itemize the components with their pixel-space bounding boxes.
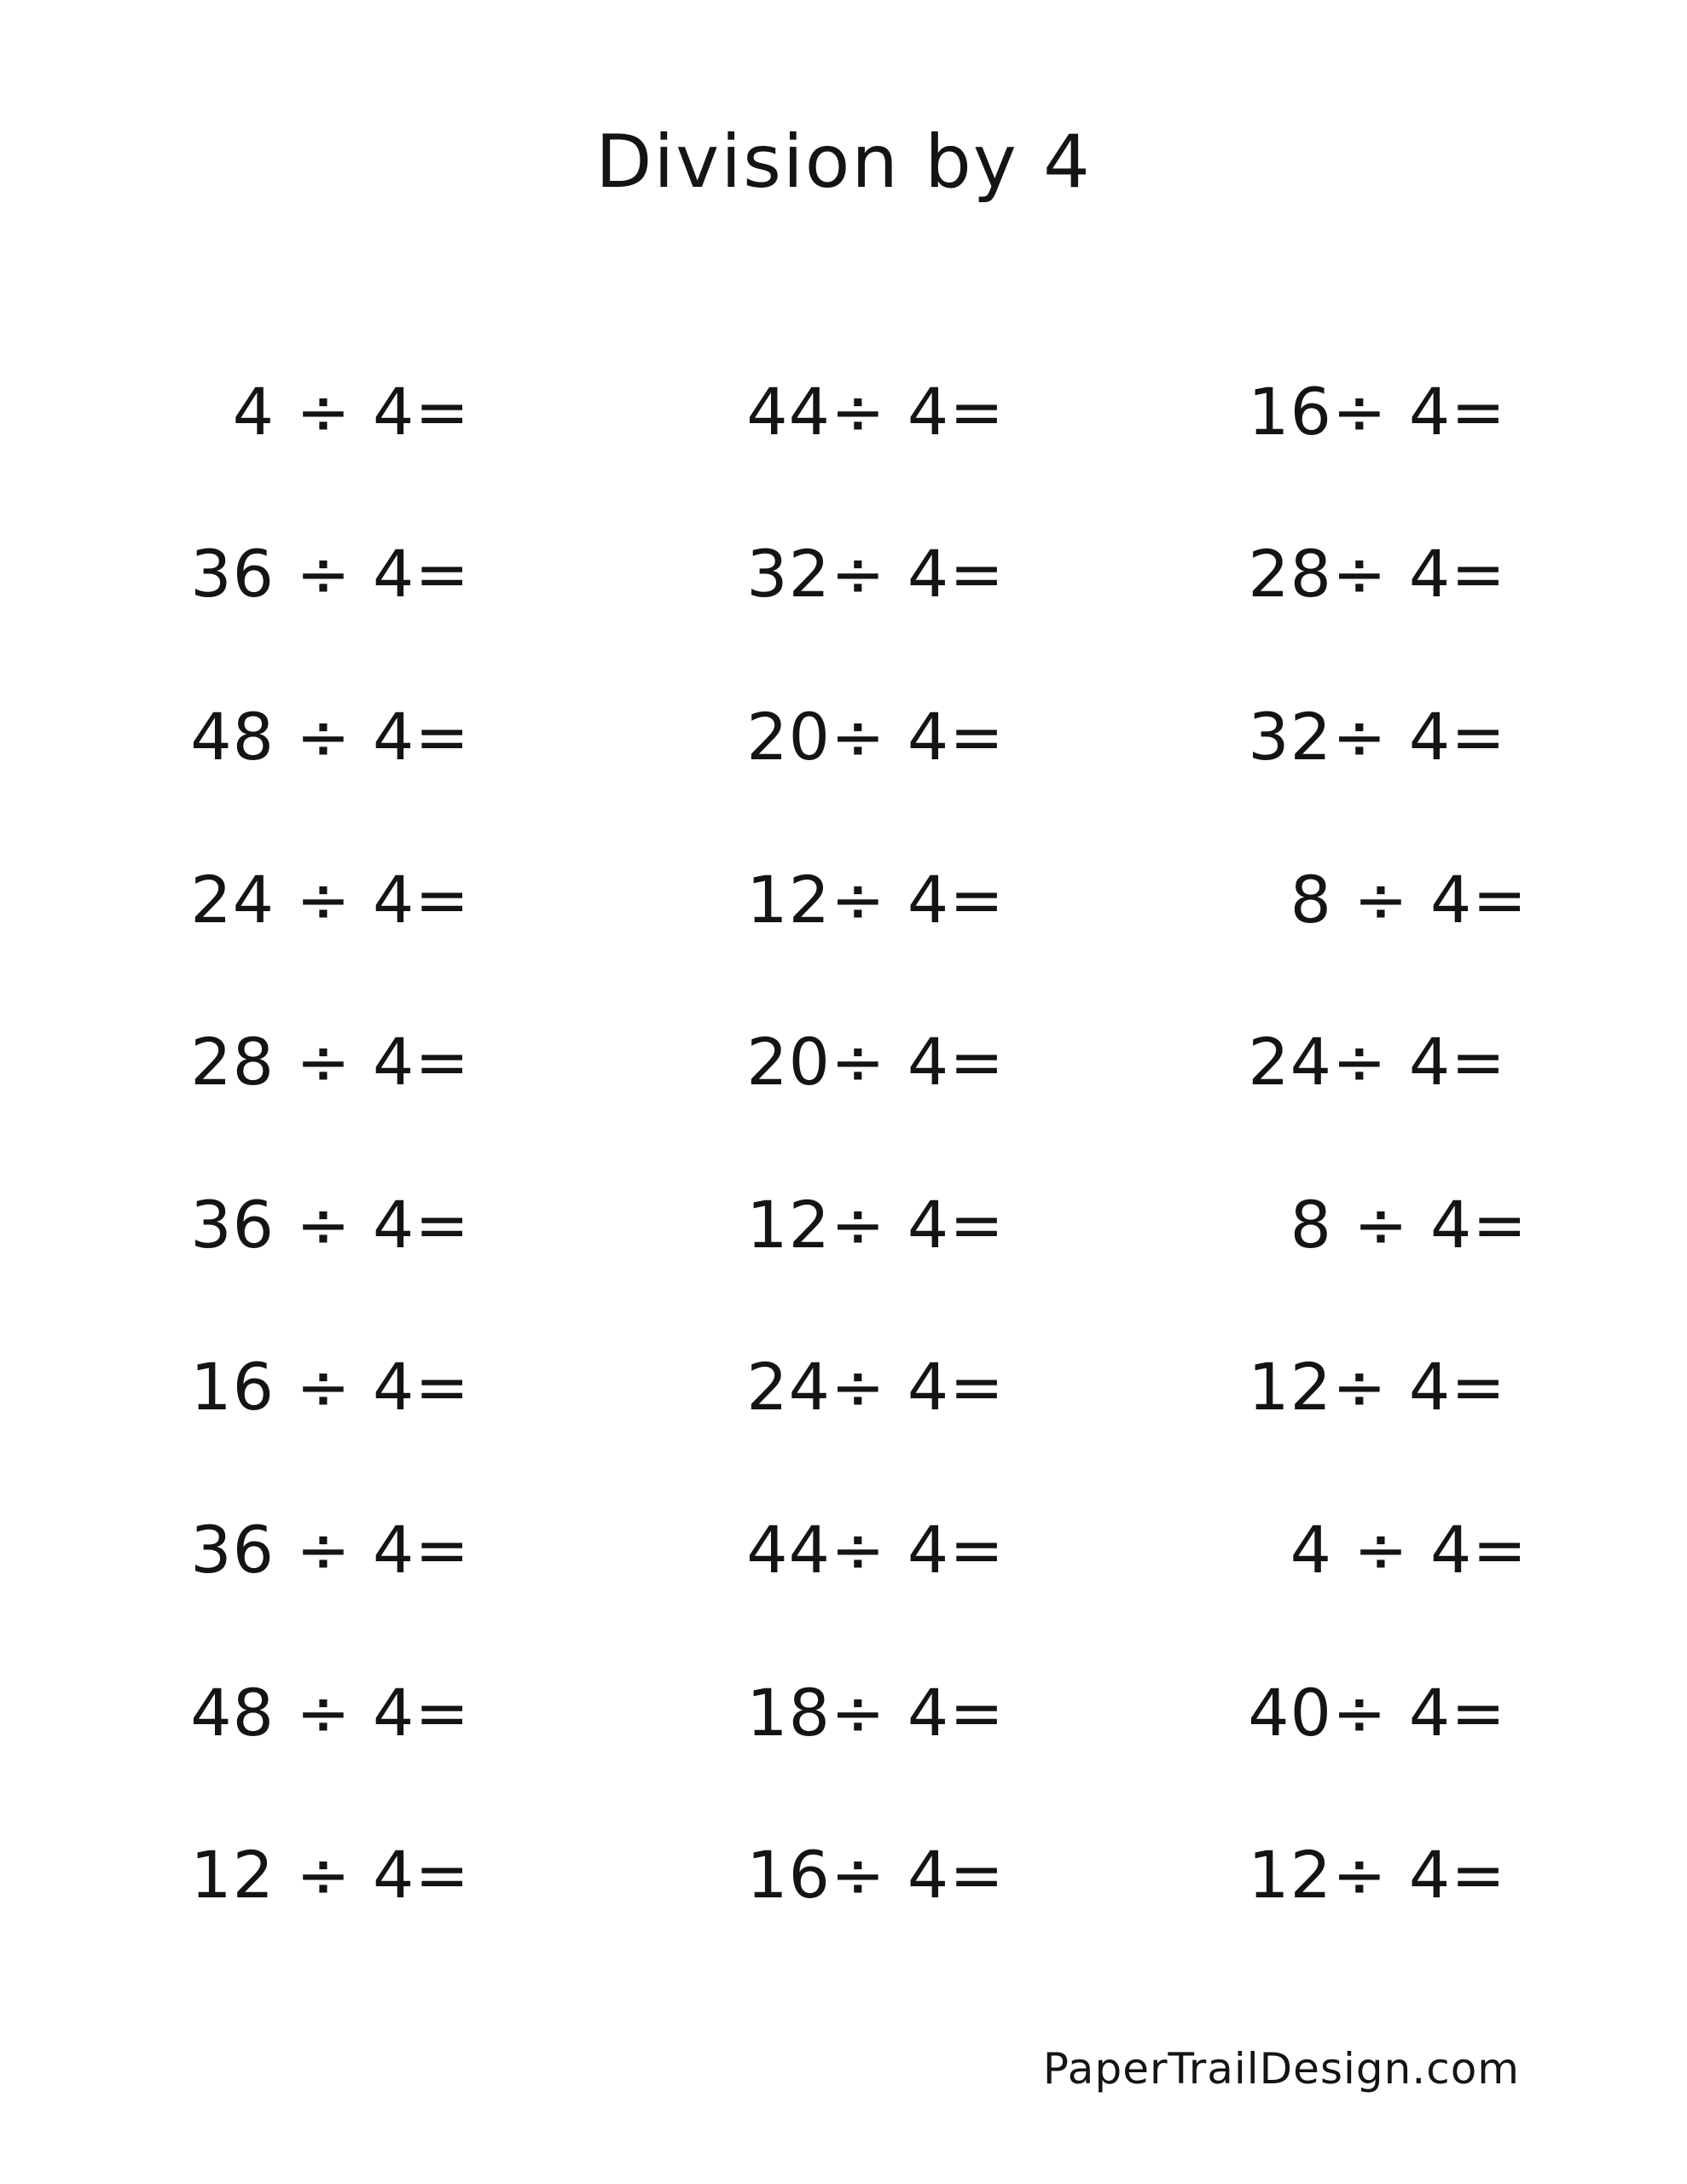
problem-rest: ÷ 4= [1332, 698, 1506, 775]
problem-rest: ÷ 4= [831, 373, 1005, 450]
problem-rest: ÷ 4= [1332, 1674, 1506, 1751]
dividend: 12 [1248, 1349, 1332, 1426]
problem-rest: ÷ 4= [831, 1024, 1005, 1101]
problem-rest: ÷ 4= [1332, 1024, 1506, 1101]
problem-rest: ÷ 4= [831, 1674, 1005, 1751]
problem-rest: ÷ 4= [275, 1674, 471, 1751]
division-problem [1247, 1024, 1687, 1100]
problem-rest: ÷ 4= [1332, 1186, 1528, 1263]
dividend: 20 [746, 698, 831, 775]
division-problem [189, 1675, 745, 1751]
dividend: 12 [1248, 1837, 1332, 1914]
problem-rest: ÷ 4= [275, 1024, 471, 1101]
division-problem [189, 862, 745, 938]
problem-rest: ÷ 4= [831, 1349, 1005, 1426]
division-problem [745, 1187, 1247, 1263]
dividend: 20 [746, 1024, 831, 1101]
problem-rest: ÷ 4= [275, 861, 471, 938]
division-problem [1247, 699, 1687, 775]
division-problem [1247, 1675, 1687, 1751]
site-credit: PaperTrailDesign.com [1042, 2044, 1520, 2094]
division-problem [745, 1675, 1247, 1751]
page-title: Division by 4 [595, 119, 1092, 205]
division-problem [1247, 1349, 1687, 1425]
dividend: 48 [190, 698, 275, 775]
dividend: 12 [190, 1837, 275, 1914]
problem-rest: ÷ 4= [831, 698, 1005, 775]
dividend: 12 [746, 1186, 831, 1263]
dividend: 24 [190, 861, 275, 938]
division-problem [745, 699, 1247, 775]
dividend: 8 [1290, 1186, 1332, 1263]
division-problem [745, 1024, 1247, 1100]
dividend: 40 [1248, 1674, 1332, 1751]
problem-rest: ÷ 4= [275, 1511, 471, 1588]
problem-rest: ÷ 4= [275, 698, 471, 775]
dividend: 28 [1248, 536, 1332, 613]
dividend: 36 [190, 536, 275, 613]
division-problem [189, 699, 745, 775]
division-problem [189, 1187, 745, 1263]
problems-grid [0, 330, 1687, 1956]
dividend: 32 [1248, 698, 1332, 775]
division-problem [745, 374, 1247, 450]
division-problem [745, 1349, 1247, 1425]
dividend: 4 [232, 373, 275, 450]
problem-rest: ÷ 4= [831, 1186, 1005, 1263]
problem-rest: ÷ 4= [831, 861, 1005, 938]
division-problem [745, 862, 1247, 938]
division-problem [189, 1349, 745, 1425]
problem-rest: ÷ 4= [275, 1837, 471, 1914]
problem-rest: ÷ 4= [1332, 536, 1506, 613]
dividend: 16 [190, 1349, 275, 1426]
division-problem [1247, 1187, 1687, 1263]
dividend: 12 [746, 861, 831, 938]
dividend: 28 [190, 1024, 275, 1101]
division-problem [189, 374, 745, 450]
division-problem [189, 1512, 745, 1588]
problem-rest: ÷ 4= [275, 1349, 471, 1426]
problem-rest: ÷ 4= [1332, 861, 1528, 938]
division-problem [1247, 536, 1687, 612]
dividend: 24 [1248, 1024, 1332, 1101]
division-problem [189, 1024, 745, 1100]
dividend: 24 [746, 1349, 831, 1426]
division-problem [745, 1837, 1247, 1913]
problem-rest: ÷ 4= [831, 1837, 1005, 1914]
problem-rest: ÷ 4= [275, 373, 471, 450]
division-problem [1247, 1512, 1687, 1588]
division-problem [189, 1837, 745, 1913]
problem-rest: ÷ 4= [275, 536, 471, 613]
division-problem [1247, 374, 1687, 450]
division-problem [745, 1512, 1247, 1588]
dividend: 32 [746, 536, 831, 613]
problem-rest: ÷ 4= [1332, 1349, 1506, 1426]
dividend: 48 [190, 1674, 275, 1751]
dividend: 18 [746, 1674, 831, 1751]
dividend: 36 [190, 1186, 275, 1263]
dividend: 4 [1290, 1511, 1332, 1588]
division-problem [189, 536, 745, 612]
problem-rest: ÷ 4= [1332, 1511, 1528, 1588]
dividend: 16 [746, 1837, 831, 1914]
problem-rest: ÷ 4= [831, 536, 1005, 613]
division-problem [1247, 862, 1687, 938]
dividend: 44 [746, 1511, 831, 1588]
division-problem [745, 536, 1247, 612]
problem-rest: ÷ 4= [831, 1511, 1005, 1588]
division-problem [1247, 1837, 1687, 1913]
problem-rest: ÷ 4= [1332, 373, 1506, 450]
problem-rest: ÷ 4= [275, 1186, 471, 1263]
dividend: 36 [190, 1511, 275, 1588]
dividend: 44 [746, 373, 831, 450]
dividend: 8 [1290, 861, 1332, 938]
dividend: 16 [1248, 373, 1332, 450]
problem-rest: ÷ 4= [1332, 1837, 1506, 1914]
